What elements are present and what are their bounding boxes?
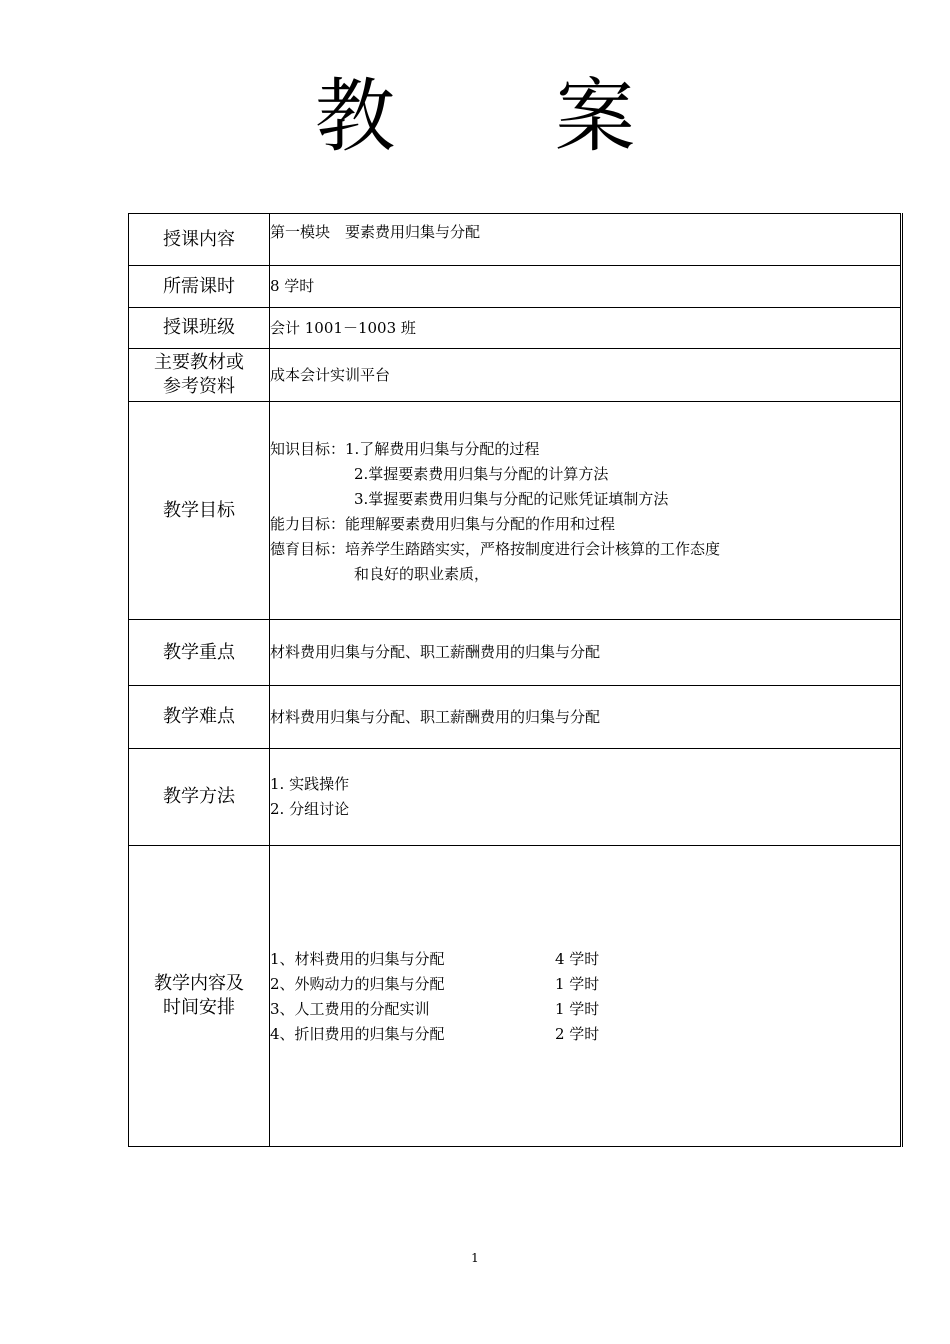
- label-class: 授课班级: [129, 308, 270, 349]
- objective-line: 和良好的职业素质，: [354, 565, 490, 583]
- value-class: 会计 1001－1003 班: [270, 308, 902, 349]
- schedule-item: [270, 997, 900, 1022]
- schedule-item-hours: 2 学时: [555, 1025, 600, 1043]
- schedule-item: [270, 972, 900, 997]
- label-schedule: [129, 846, 270, 1147]
- row-content: [129, 214, 902, 266]
- objective-line: 2.掌握要素费用归集与分配的计算方法: [354, 465, 609, 483]
- label-schedule-line1: 教学内容及: [154, 973, 244, 994]
- label-hours: 所需课时: [129, 266, 270, 308]
- schedule-item-text: 4、折旧费用的归集与分配: [270, 1025, 445, 1043]
- row-class: [129, 308, 902, 349]
- row-hours: [129, 266, 902, 308]
- label-materials-line1: 主要教材或: [154, 352, 244, 373]
- objective-line: 德育目标：培养学生踏踏实实，严格按制度进行会计核算的工作态度: [270, 540, 721, 558]
- value-materials: 成本会计实训平台: [270, 349, 902, 402]
- page-number: 1: [471, 1251, 479, 1265]
- label-objectives: 教学目标: [129, 402, 270, 620]
- label-materials: [129, 349, 270, 402]
- label-difficulties: 教学难点: [129, 686, 270, 749]
- row-materials: [129, 349, 902, 402]
- schedule-item: [270, 1022, 900, 1047]
- schedule-item-hours: 1 学时: [555, 975, 600, 993]
- row-objectives: [129, 402, 902, 620]
- objective-line: 能力目标：能理解要素费用归集与分配的作用和过程: [270, 515, 616, 533]
- label-content: 授课内容: [129, 214, 270, 266]
- value-key-points: 材料费用归集与分配、职工薪酬费用的归集与分配: [270, 620, 902, 686]
- value-objectives: [270, 402, 902, 620]
- objective-line: 3.掌握要素费用归集与分配的记账凭证填制方法: [354, 490, 669, 508]
- value-schedule: [270, 846, 902, 1147]
- value-methods: [270, 749, 902, 846]
- value-hours: 8 学时: [270, 266, 902, 308]
- document-title: [0, 72, 950, 162]
- schedule-item-hours: 4 学时: [555, 950, 600, 968]
- lesson-plan-table: [128, 213, 903, 1147]
- schedule-item-text: 3、人工费用的分配实训: [270, 1000, 430, 1018]
- row-difficulties: [129, 686, 902, 749]
- title-char-2: 案: [555, 70, 635, 163]
- label-materials-line2: 参考资料: [163, 376, 235, 397]
- schedule-item-text: 2、外购动力的归集与分配: [270, 975, 445, 993]
- schedule-item: [270, 947, 900, 972]
- title-char-1: 教: [315, 70, 395, 163]
- row-schedule: [129, 846, 902, 1147]
- method-item: 1. 实践操作: [270, 775, 350, 793]
- row-key-points: [129, 620, 902, 686]
- label-key-points: 教学重点: [129, 620, 270, 686]
- label-methods: 教学方法: [129, 749, 270, 846]
- objective-line: 知识目标：1.了解费用归集与分配的过程: [270, 440, 540, 458]
- label-schedule-line2: 时间安排: [163, 997, 235, 1018]
- schedule-item-hours: 1 学时: [555, 1000, 600, 1018]
- value-content: 第一模块 要素费用归集与分配: [270, 214, 902, 266]
- row-methods: [129, 749, 902, 846]
- value-difficulties: 材料费用归集与分配、职工薪酬费用的归集与分配: [270, 686, 902, 749]
- method-item: 2. 分组讨论: [270, 800, 350, 818]
- schedule-item-text: 1、材料费用的归集与分配: [270, 950, 445, 968]
